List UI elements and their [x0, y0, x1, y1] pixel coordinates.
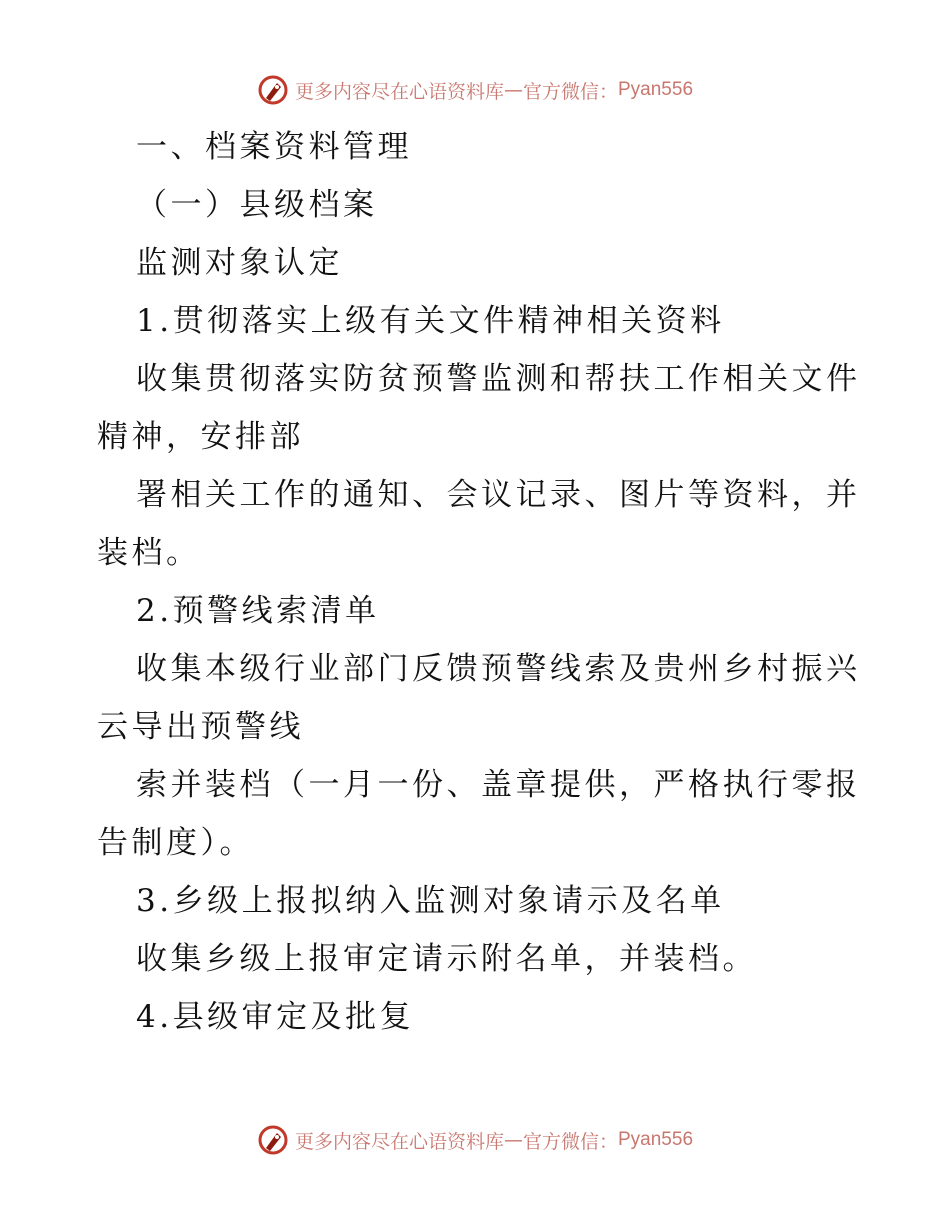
paragraph-line: 告制度）。 [97, 825, 254, 861]
banner-slogan: 更多内容尽在心语资料库 [294, 80, 504, 103]
banner-wechat-id: Pyan556 [618, 79, 694, 100]
banner-separator: — [503, 79, 523, 101]
item-heading-2: 2.预警线索清单 [136, 593, 380, 629]
banner-slogan: 更多内容尽在心语资料库 [294, 1130, 504, 1153]
paragraph-line: 署相关工作的通知、会议记录、图片等资料，并 [136, 477, 861, 513]
pen-nib-icon [257, 1124, 289, 1156]
paragraph-line: 收集贯彻落实防贫预警监测和帮扶工作相关文件 [136, 361, 861, 397]
paragraph-line: 收集乡级上报审定请示附名单，并装档。 [136, 941, 757, 977]
banner-separator: — [503, 1129, 523, 1151]
subsection-heading: （一）县级档案 [136, 187, 378, 223]
item-heading-3: 3.乡级上报拟纳入监测对象请示及名单 [136, 883, 725, 919]
pen-nib-icon [257, 74, 289, 106]
item-heading-4: 4.县级审定及批复 [136, 999, 415, 1035]
header-banner [0, 70, 950, 110]
banner-wechat-label: 官方微信： [522, 1130, 618, 1153]
banner-wechat-id: Pyan556 [618, 1129, 694, 1150]
topic-heading: 监测对象认定 [136, 245, 343, 281]
document-body [97, 118, 861, 1046]
item-heading-1: 1.贯彻落实上级有关文件精神相关资料 [136, 303, 725, 339]
paragraph-line: 云导出预警线 [97, 709, 304, 745]
paragraph-line: 装档。 [97, 535, 201, 571]
section-heading: 一、档案资料管理 [136, 129, 412, 165]
paragraph-line: 精神，安排部 [97, 419, 304, 455]
paragraph-line: 索并装档（一月一份、盖章提供，严格执行零报 [136, 767, 861, 803]
banner-wechat-label: 官方微信： [522, 80, 618, 103]
footer-banner [0, 1120, 950, 1160]
paragraph-line: 收集本级行业部门反馈预警线索及贵州乡村振兴 [136, 651, 861, 687]
